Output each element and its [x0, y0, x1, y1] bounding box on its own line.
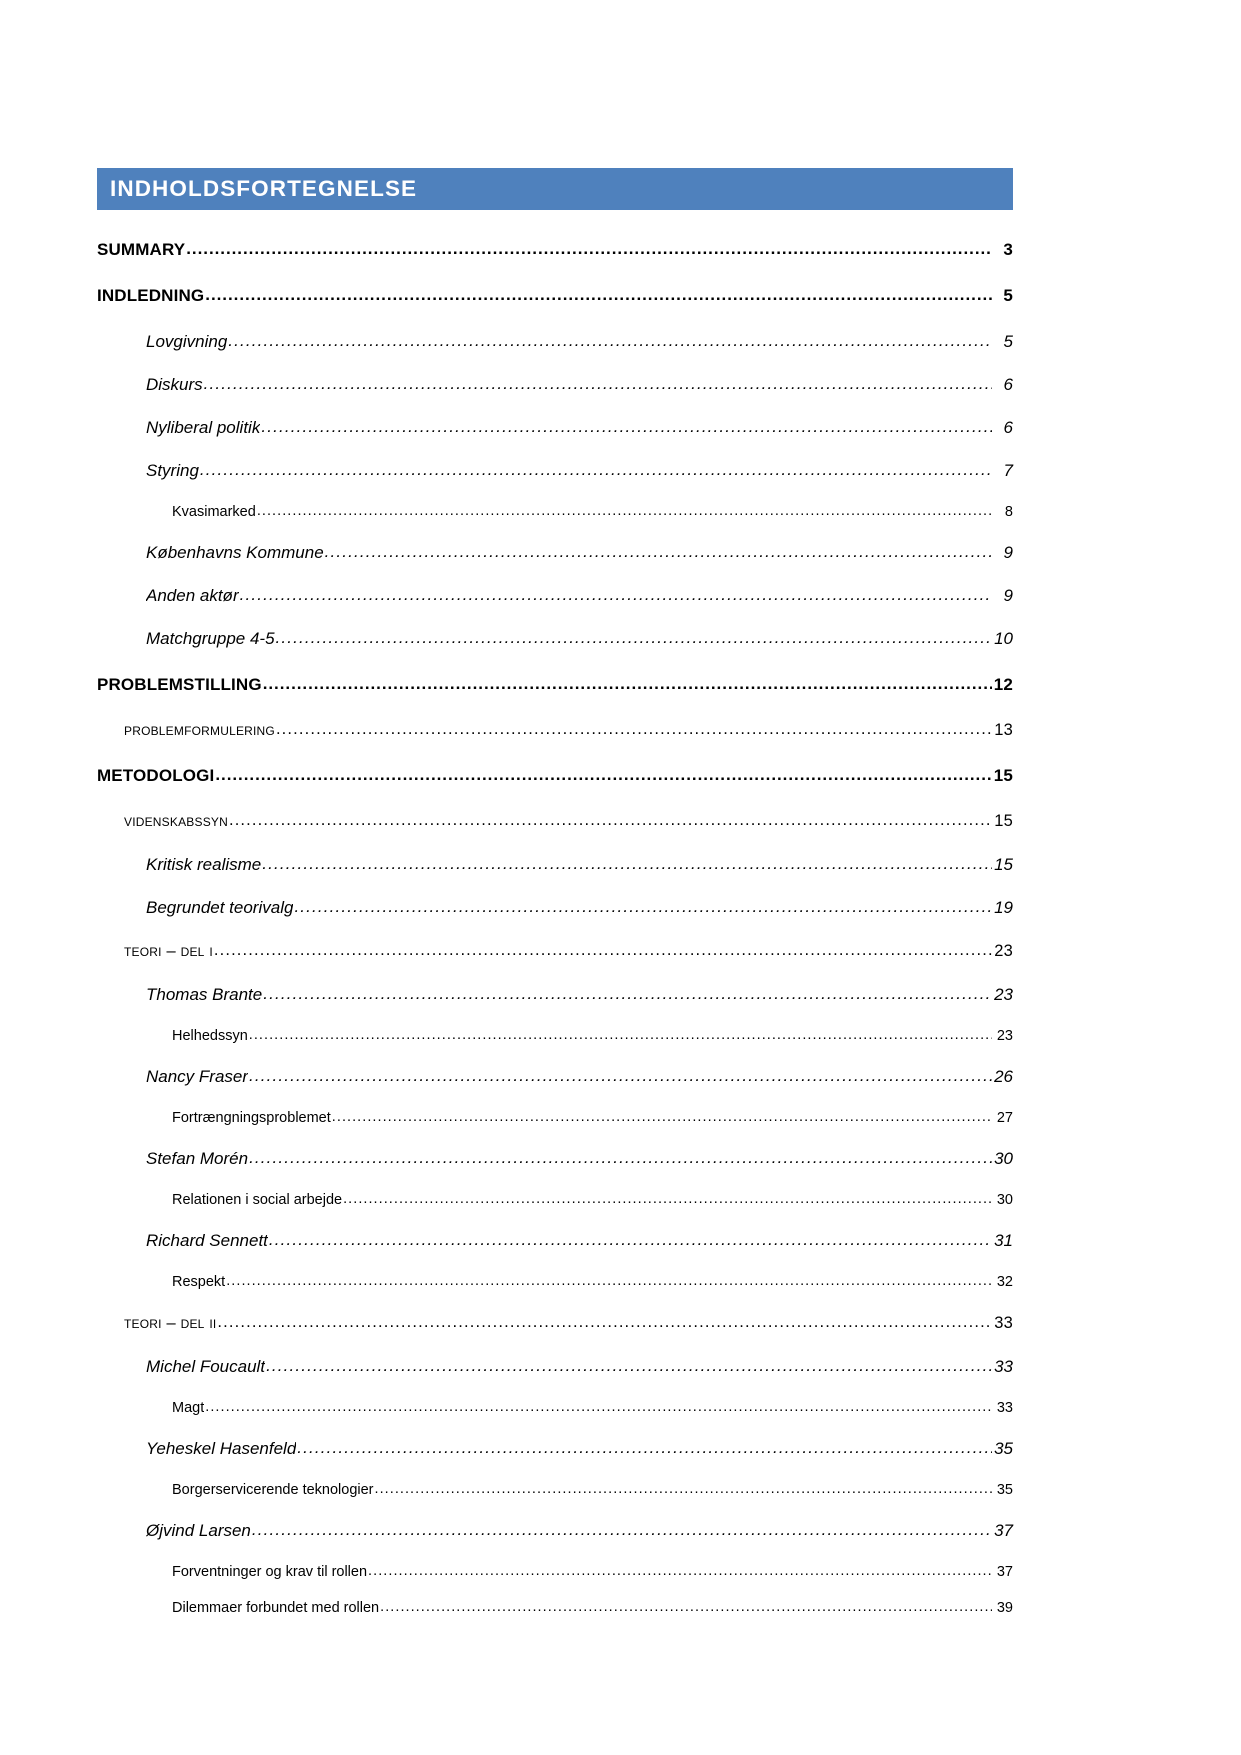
toc-entry-label: Stefan Morén: [146, 1149, 249, 1168]
toc-dot-leader: [228, 331, 992, 351]
toc-entry-label: Anden aktør: [146, 586, 239, 605]
toc-entry[interactable]: [97, 812, 1013, 831]
toc-entry-page-number: 35: [996, 1482, 1013, 1498]
toc-dot-leader: [204, 374, 992, 394]
toc-entry[interactable]: [97, 1400, 1013, 1416]
toc-dot-leader: [186, 239, 992, 259]
toc-entry-page-number: 23: [994, 985, 1013, 1004]
toc-entry[interactable]: [97, 1521, 1013, 1541]
toc-entry[interactable]: [97, 855, 1013, 875]
toc-entry-page-number: 9: [1003, 543, 1013, 562]
toc-dot-leader: [229, 811, 992, 830]
toc-entry-label: teori – del ii: [124, 1314, 217, 1332]
toc-dot-leader: [263, 674, 992, 694]
toc-entry[interactable]: [97, 1274, 1013, 1290]
toc-entry-label: problemformulering: [124, 721, 275, 739]
toc-entry[interactable]: [97, 1564, 1013, 1580]
toc-dot-leader: [261, 417, 992, 437]
toc-entry[interactable]: [97, 332, 1013, 352]
toc-entry-page-number: 5: [1003, 286, 1013, 305]
toc-entry-page-number: 39: [996, 1600, 1013, 1616]
toc-dot-leader: [325, 542, 992, 562]
toc-entry[interactable]: [97, 942, 1013, 961]
toc-entry-page-number: 30: [996, 1192, 1013, 1208]
toc-dot-leader: [252, 1520, 992, 1540]
toc-entry-label: Borgerservicerende teknologier: [172, 1482, 374, 1498]
toc-entry-label: Diskurs: [146, 375, 203, 394]
toc-entry[interactable]: [97, 286, 1013, 306]
toc-entry-page-number: 13: [994, 721, 1013, 739]
toc-entry-label: Richard Sennett: [146, 1231, 268, 1250]
toc-entry[interactable]: [97, 1314, 1013, 1333]
toc-dot-leader: [276, 720, 992, 739]
toc-entry[interactable]: [97, 461, 1013, 481]
toc-entry-label: Nancy Fraser: [146, 1067, 249, 1086]
toc-dot-leader: [343, 1191, 992, 1207]
toc-entry-label: Fortrængningsproblemet: [172, 1110, 331, 1126]
toc-entry[interactable]: [97, 1439, 1013, 1459]
toc-dot-leader: [249, 1066, 992, 1086]
toc-entry-label: teori – del i: [124, 942, 213, 960]
toc-dot-leader: [205, 285, 992, 305]
toc-dot-leader: [249, 1148, 992, 1168]
toc-entry[interactable]: [97, 240, 1013, 260]
toc-entry-page-number: 6: [1003, 418, 1013, 437]
toc-entry[interactable]: [97, 629, 1013, 649]
toc-entry[interactable]: [97, 675, 1013, 695]
toc-dot-leader: [240, 585, 992, 605]
toc-entry[interactable]: [97, 985, 1013, 1005]
toc-dot-leader: [263, 984, 992, 1004]
toc-entry-label: Dilemmaer forbundet med rollen: [172, 1600, 380, 1616]
toc-dot-leader: [276, 628, 992, 648]
toc-entry-page-number: 12: [993, 675, 1013, 694]
toc-entry-page-number: 31: [994, 1231, 1013, 1250]
toc-dot-leader: [205, 1399, 992, 1415]
toc-entry-page-number: 37: [996, 1564, 1013, 1580]
table-of-contents-list: [97, 240, 1013, 1616]
toc-dot-leader: [214, 941, 992, 960]
toc-entry-label: Københavns Kommune: [146, 543, 324, 562]
toc-entry-label: Styring: [146, 461, 199, 480]
toc-entry-label: Lovgivning: [146, 332, 228, 351]
toc-entry[interactable]: [97, 1110, 1013, 1126]
toc-entry-page-number: 8: [1004, 504, 1013, 520]
toc-dot-leader: [332, 1109, 992, 1125]
toc-dot-leader: [375, 1481, 993, 1497]
toc-entry-page-number: 23: [996, 1028, 1013, 1044]
toc-entry-label: videnskabssyn: [124, 812, 228, 830]
toc-entry-page-number: 32: [996, 1274, 1013, 1290]
toc-entry-page-number: 23: [994, 942, 1013, 960]
toc-entry-page-number: 26: [994, 1067, 1013, 1086]
toc-entry[interactable]: [97, 1600, 1013, 1616]
toc-entry-page-number: 30: [994, 1149, 1013, 1168]
toc-entry-page-number: 15: [994, 855, 1013, 874]
toc-entry-label: Thomas Brante: [146, 985, 263, 1004]
toc-banner: [97, 168, 1013, 210]
toc-entry[interactable]: [97, 543, 1013, 563]
toc-entry-page-number: 3: [1003, 240, 1013, 259]
toc-entry-label: METODOLOGI: [97, 766, 215, 785]
toc-entry-label: Øjvind Larsen: [146, 1521, 251, 1540]
toc-entry-label: Nyliberal politik: [146, 418, 261, 437]
toc-dot-leader: [200, 460, 992, 480]
toc-entry-page-number: 5: [1003, 332, 1013, 351]
toc-entry-page-number: 37: [994, 1521, 1013, 1540]
toc-entry-page-number: 6: [1003, 375, 1013, 394]
toc-entry[interactable]: [97, 1357, 1013, 1377]
toc-entry-page-number: 15: [993, 766, 1013, 785]
toc-dot-leader: [257, 503, 992, 519]
toc-dot-leader: [249, 1027, 992, 1043]
toc-entry-page-number: 33: [994, 1314, 1013, 1332]
toc-dot-leader: [297, 1438, 992, 1458]
toc-entry[interactable]: [97, 721, 1013, 740]
toc-dot-leader: [269, 1230, 992, 1250]
toc-entry-label: Michel Foucault: [146, 1357, 266, 1376]
toc-entry[interactable]: [97, 586, 1013, 606]
toc-entry[interactable]: [97, 504, 1013, 520]
toc-entry[interactable]: [97, 1482, 1013, 1498]
toc-entry-page-number: 9: [1003, 586, 1013, 605]
toc-dot-leader: [262, 854, 992, 874]
toc-entry[interactable]: [97, 375, 1013, 395]
toc-entry-label: Relationen i social arbejde: [172, 1192, 343, 1208]
toc-dot-leader: [217, 1313, 992, 1332]
toc-entry-label: PROBLEMSTILLING: [97, 675, 262, 694]
toc-entry[interactable]: [97, 1149, 1013, 1169]
toc-entry-page-number: 15: [994, 812, 1013, 830]
toc-entry-label: INDLEDNING: [97, 286, 205, 305]
toc-dot-leader: [215, 765, 992, 785]
toc-entry-label: Yeheskel Hasenfeld: [146, 1439, 297, 1458]
toc-entry-label: Begrundet teorivalg: [146, 898, 294, 917]
toc-entry-label: SUMMARY: [97, 240, 186, 259]
toc-entry[interactable]: [97, 1028, 1013, 1044]
toc-dot-leader: [266, 1356, 992, 1376]
toc-entry-page-number: 35: [994, 1439, 1013, 1458]
toc-entry-page-number: 7: [1003, 461, 1013, 480]
toc-entry[interactable]: [97, 1067, 1013, 1087]
toc-entry[interactable]: [97, 1192, 1013, 1208]
toc-entry-label: Matchgruppe 4-5: [146, 629, 275, 648]
toc-entry-label: Kritisk realisme: [146, 855, 262, 874]
toc-dot-leader: [380, 1599, 992, 1615]
toc-entry-label: Kvasimarked: [172, 504, 256, 520]
toc-entry-page-number: 10: [994, 629, 1013, 648]
page-title: INDHOLDSFORTEGNELSE: [110, 175, 418, 201]
toc-entry-page-number: 33: [996, 1400, 1013, 1416]
toc-entry[interactable]: [97, 898, 1013, 918]
toc-entry-page-number: 33: [994, 1357, 1013, 1376]
toc-entry-label: Helhedssyn: [172, 1028, 248, 1044]
toc-dot-leader: [226, 1273, 992, 1289]
toc-entry-label: Forventninger og krav til rollen: [172, 1564, 368, 1580]
toc-dot-leader: [368, 1563, 992, 1579]
toc-entry-label: Respekt: [172, 1274, 226, 1290]
toc-entry-page-number: 27: [996, 1110, 1013, 1126]
toc-content-area: [97, 168, 1013, 1636]
toc-entry[interactable]: [97, 418, 1013, 438]
toc-entry[interactable]: [97, 766, 1013, 786]
toc-entry-page-number: 19: [994, 898, 1013, 917]
toc-dot-leader: [294, 897, 992, 917]
toc-entry[interactable]: [97, 1231, 1013, 1251]
toc-entry-label: Magt: [172, 1400, 205, 1416]
